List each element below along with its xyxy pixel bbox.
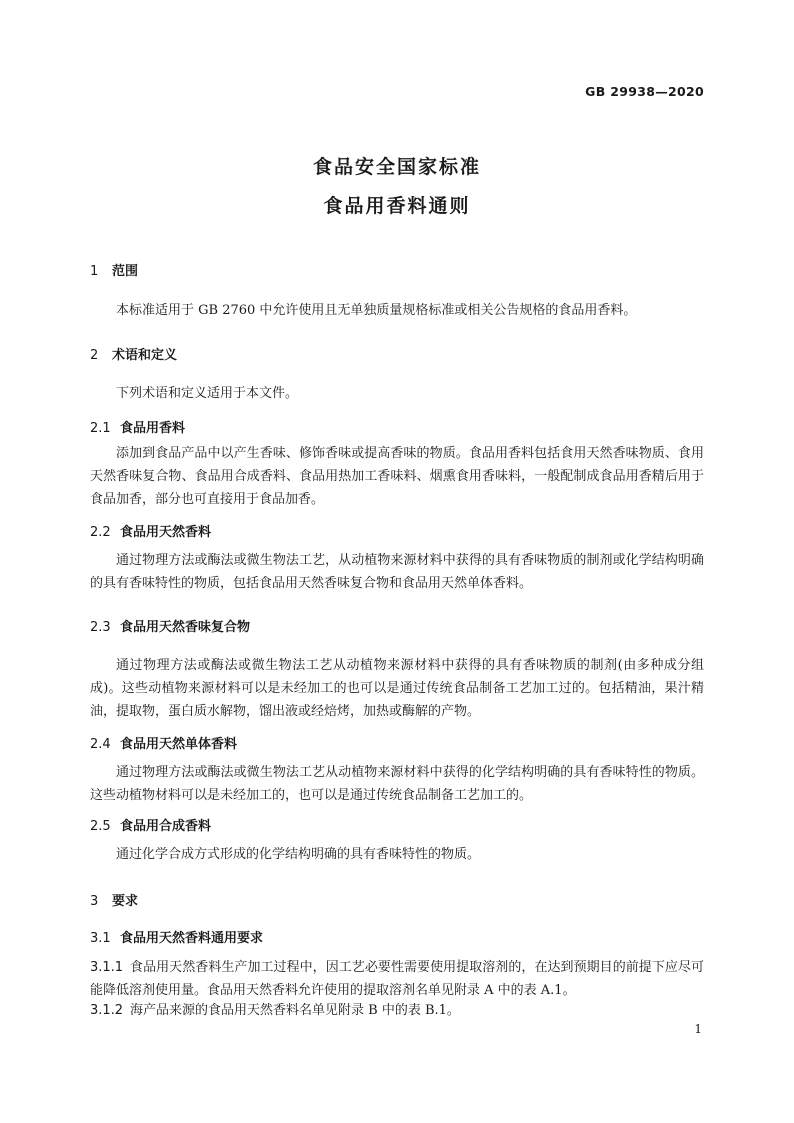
section-title: 食品用天然香味复合物 <box>120 620 251 635</box>
section-number: 2.2 <box>90 525 111 540</box>
clause-text: 海产品来源的食品用天然香料名单见附录 B 中的表 B.1。 <box>130 1003 460 1018</box>
section-number: 3.1 <box>90 931 111 946</box>
section-2-5-paragraph: 通过化学合成方式形成的化学结构明确的具有香味特性的物质。 <box>116 847 481 862</box>
section-2-paragraph: 下列术语和定义适用于本文件。 <box>116 386 299 401</box>
section-1-heading <box>90 260 138 279</box>
section-title: 食品用天然香料通用要求 <box>120 931 264 946</box>
section-2-3-paragraph: 通过物理方法或酶法或微生物法工艺从动植物来源材料中获得的具有香味物质的制剂(由多种成分组成)。这些动植物来源材料可以是未经加工的也可以是通过传统食品制备工艺加工过的。包括精油，果汁精油，提取物，蛋白质水解物，馏出液或经焙烤，加热或酶解的产物。 <box>90 658 704 719</box>
section-title: 术语和定义 <box>112 348 178 363</box>
section-2-3-heading <box>90 616 250 635</box>
section-2-4-paragraph: 通过物理方法或酶法或微生物法工艺从动植物来源材料中获得的化学结构明确的具有香味特性的物质。这些动植物材料可以是未经加工的，也可以是通过传统食品制备工艺加工的。 <box>90 765 704 803</box>
clause-3-1-1 <box>90 956 704 1002</box>
section-number: 3 <box>90 894 99 909</box>
section-2-2-heading <box>90 521 211 540</box>
section-number: 2.5 <box>90 819 111 834</box>
section-title: 食品用天然单体香料 <box>120 737 238 752</box>
clause-number: 3.1.1 <box>90 960 124 975</box>
section-2-1-paragraph: 添加到食品产品中以产生香味、修饰香味或提高香味的物质。食品用香料包括食用天然香味物质、食用天然香味复合物、食品用合成香料、食品用热加工香味料、烟熏食用香味料，一般配制成食品用香精后用于食品加香，部分也可直接用于食品加香。 <box>90 446 704 507</box>
clause-number: 3.1.2 <box>90 1003 124 1018</box>
section-2-2-paragraph: 通过物理方法或酶法或微生物法工艺，从动植物来源材料中获得的具有香味物质的制剂或化学结构明确的具有香味特性的物质，包括食品用天然香味复合物和食品用天然单体香料。 <box>90 553 704 591</box>
section-title: 食品用天然香料 <box>120 525 212 540</box>
standard-number: GB 29938—2020 <box>585 84 704 99</box>
section-2-4-heading <box>90 733 237 752</box>
clause-text: 食品用天然香料生产加工过程中，因工艺必要性需要使用提取溶剂的，在达到预期目的前提下应尽可能降低溶剂使用量。食品用天然香料允许使用的提取溶剂名单见附录 A 中的表 A.1。 <box>90 960 704 998</box>
section-number: 2.1 <box>90 421 111 436</box>
section-number: 2 <box>90 348 99 363</box>
section-number: 2.4 <box>90 737 111 752</box>
document-title-line2: 食品用香料通则 <box>323 195 471 217</box>
section-number: 2.3 <box>90 620 111 635</box>
document-title-line1: 食品安全国家标准 <box>312 156 481 178</box>
section-3-heading <box>90 890 138 909</box>
section-title: 范围 <box>112 264 139 279</box>
section-title: 要求 <box>112 894 139 909</box>
section-2-5-heading <box>90 815 211 834</box>
section-title: 食品用香料 <box>120 421 186 436</box>
section-title: 食品用合成香料 <box>120 819 212 834</box>
clause-3-1-2 <box>90 999 704 1022</box>
section-3-1-heading <box>90 927 263 946</box>
page-number: 1 <box>694 1022 702 1036</box>
section-2-1-heading <box>90 417 185 436</box>
section-number: 1 <box>90 264 99 279</box>
section-2-heading <box>90 344 177 363</box>
section-1-paragraph: 本标准适用于 GB 2760 中允许使用且无单独质量规格标准或相关公告规格的食品用香料。 <box>116 303 637 318</box>
